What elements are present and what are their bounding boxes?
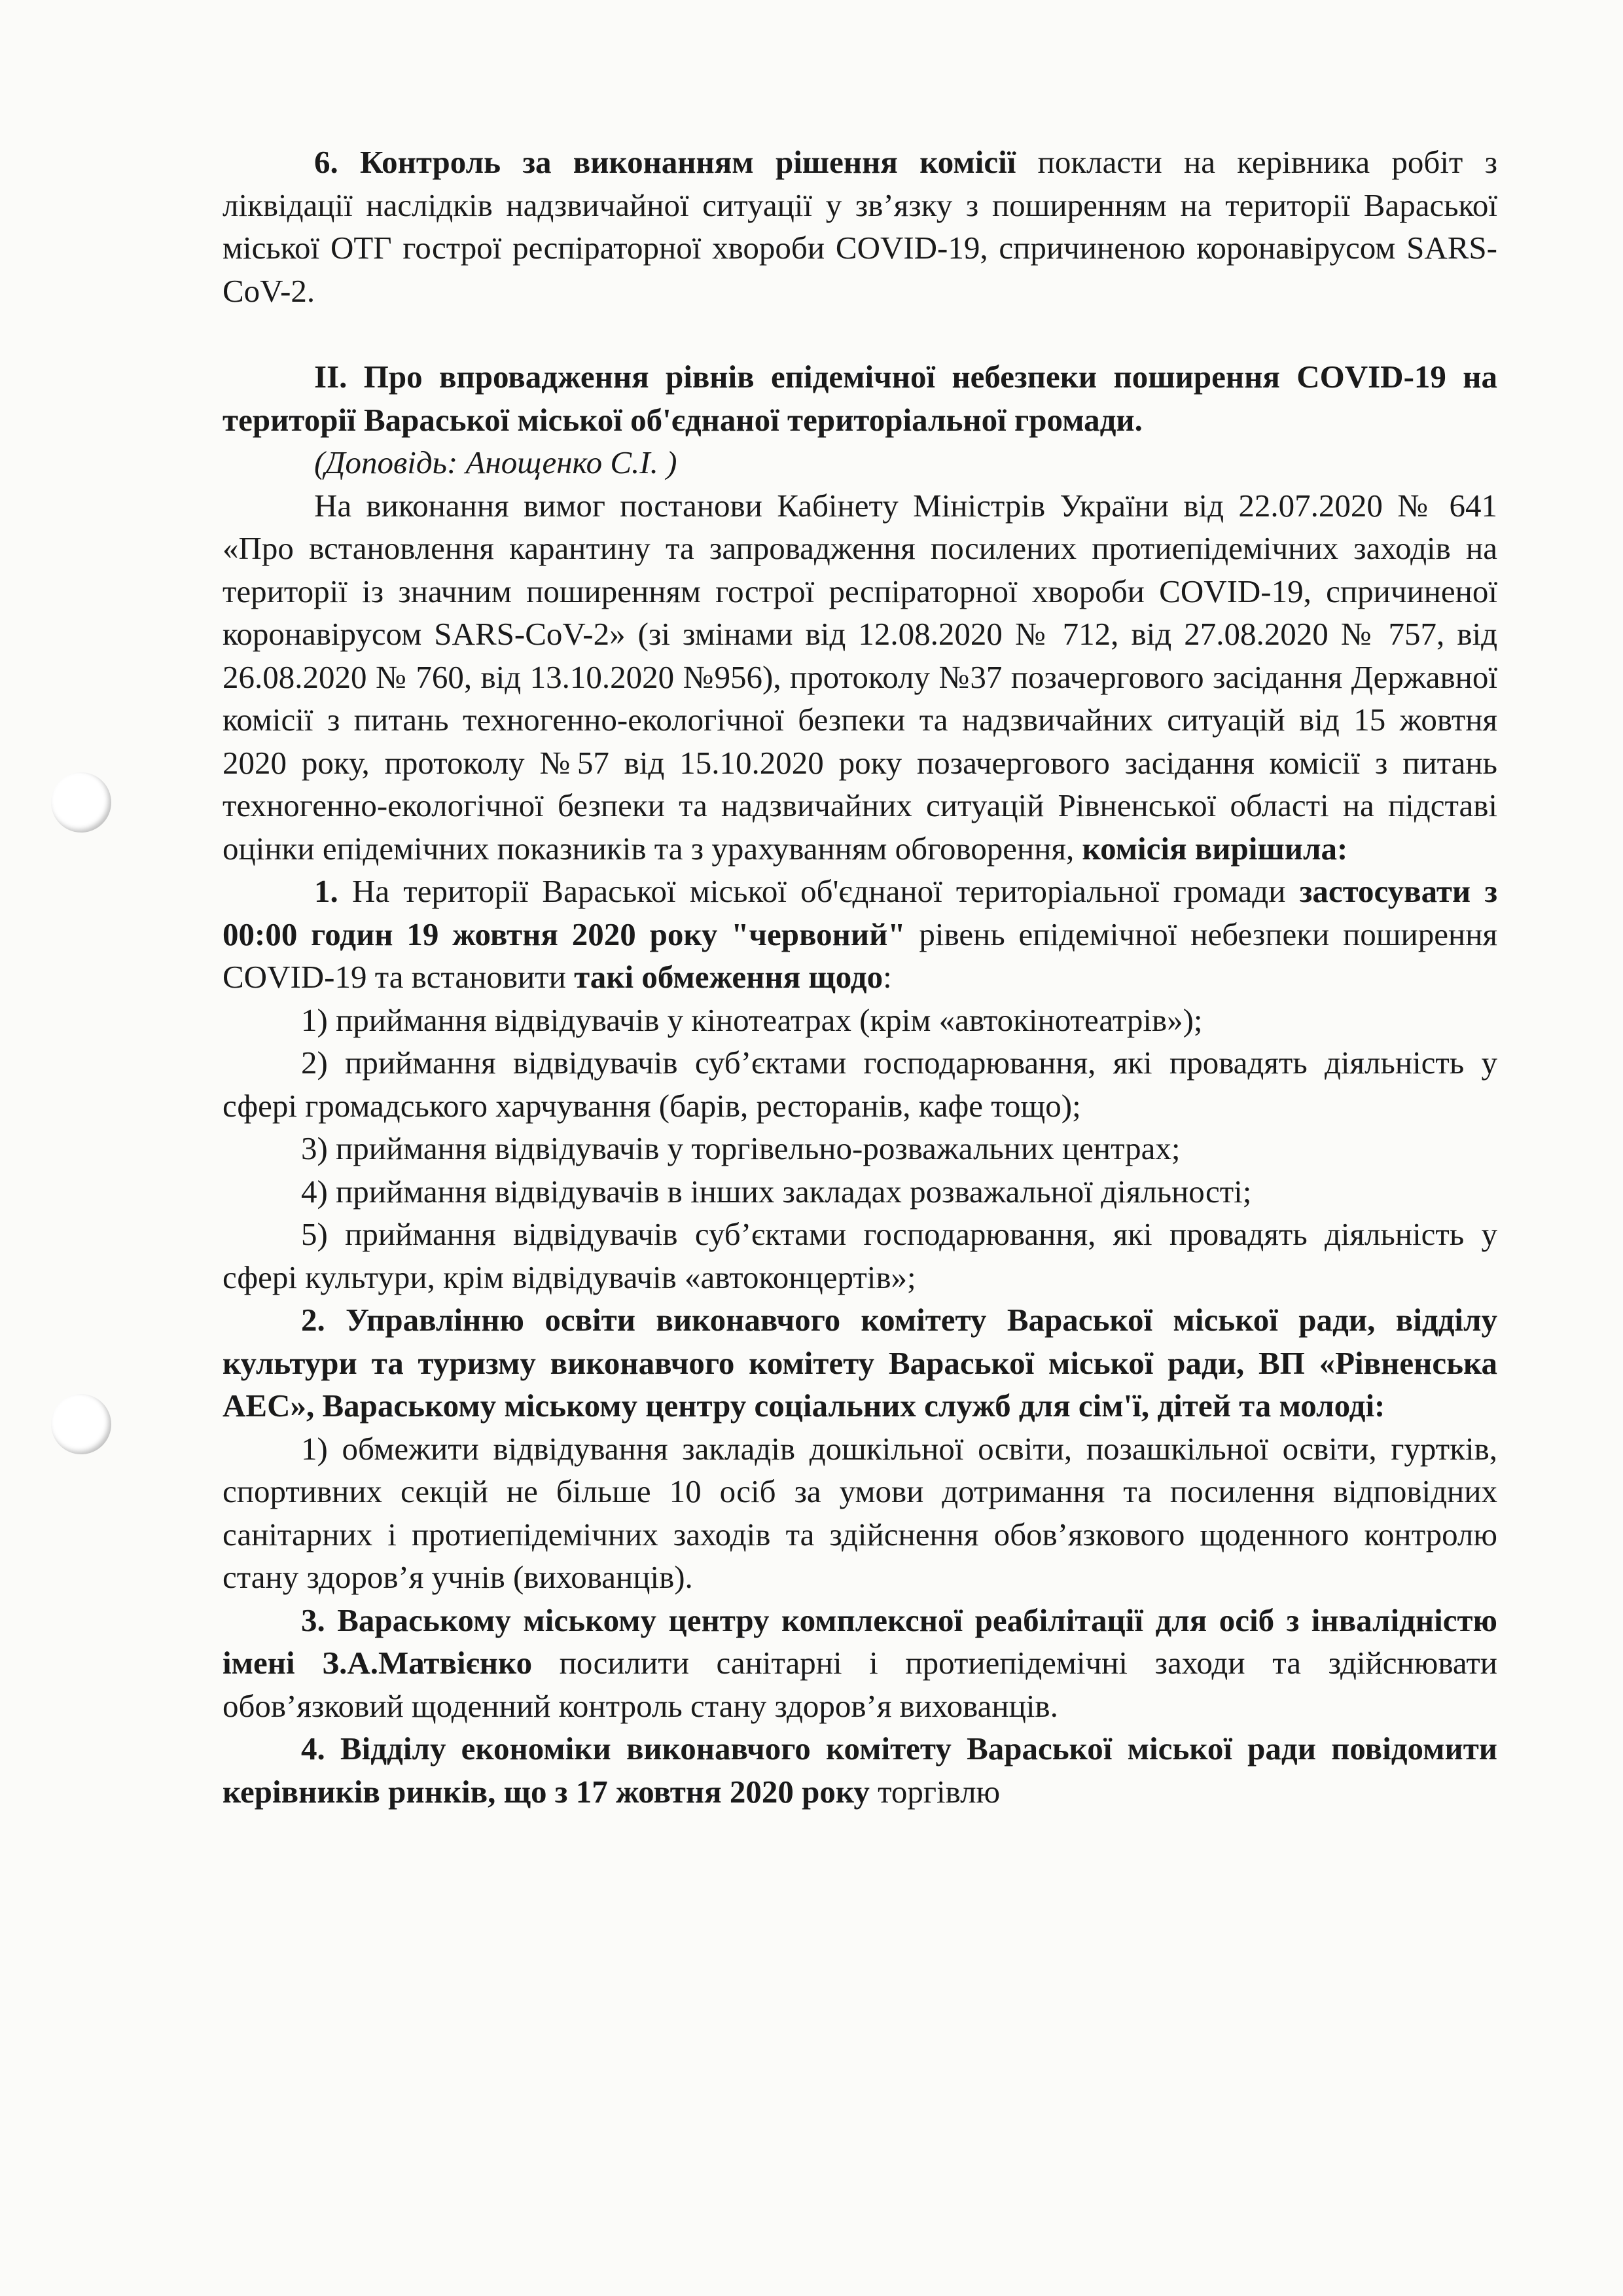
- item-1-bold-e: такі обмеження щодо: [574, 959, 883, 995]
- item-3-text: посилити санітарні і протиепідемічні заходи та здійснювати обов’язковий щоденний контроль стану здоров’я вихованців.: [223, 1645, 1497, 1724]
- section-6-paragraph: [223, 141, 1497, 312]
- item-3-bold: 3. Вараському міському центру комплексної реабілітації для осіб з інвалідністю імені З.А.Матвієнко: [223, 1602, 1497, 1681]
- item-1-colon: :: [883, 959, 892, 995]
- restriction-item: 3) приймання відвідувачів у торгівельно-розважальних центрах;: [301, 1130, 1181, 1166]
- item-1-text-d: рівень епідемічної небезпеки поширення COVID-19 та встановити: [223, 916, 1497, 995]
- section-6-text: покласти на керівника робіт з ліквідації наслідків надзвичайної ситуації у зв’язку з поширенням на території Вараської міської ОТГ гострої респіраторної хвороби COVID-19, спричиненою коронавірусом SARS-CoV-2.: [223, 144, 1497, 309]
- punch-hole: [51, 1394, 111, 1454]
- item-4-paragraph: [223, 1727, 1497, 1813]
- item-4-text: торгівлю: [869, 1773, 1001, 1810]
- item-2-heading-text: 2. Управлінню освіти виконавчого комітету Вараської міської ради, відділу культури та туризму виконавчого комітету Вараської міської ради, ВП «Рівненська АЕС», Вараському міському центру соціальних служб для сім'ї, дітей та молоді:: [223, 1302, 1497, 1424]
- intro-text: На виконання вимог постанови Кабінету Міністрів України від 22.07.2020 № 641 «Про встановлення карантину та запровадження посилених протиепідемічних заходів на території із значним поширенням гострої респіраторної хвороби COVID-19, спричиненої коронавірусом SARS-CoV-2» (зі змінами від 12.08.2020 № 712, від 27.08.2020 № 757, від 26.08.2020 № 760, від 13.10.2020 №956), протоколу №37 позачергового засідання Державної комісії з питань техногенно-екологічної безпеки та надзвичайних ситуацій від 15 жовтня 2020 року, протоколу №57 від 15.10.2020 року позачергового засідання комісії з питань техногенно-екологічної безпеки та надзвичайних ситуацій Рівненської області на підставі оцінки епідемічних показників та з урахуванням обговорення,: [223, 487, 1497, 867]
- item-2-subitem: 1) обмежити відвідування закладів дошкільної освіти, позашкільної освіти, гуртків, спортивних секцій не більше 10 осіб за умови дотримання та посилення відповідних санітарних і протиепідемічних заходів та здійснення обов’язкового щоденного контролю стану здоров’я учнів (вихованців).: [223, 1430, 1497, 1595]
- restriction-item: 4) приймання відвідувачів в інших закладах розважальної діяльності;: [301, 1173, 1252, 1210]
- section-2-heading: [223, 355, 1497, 441]
- restriction-item: 5) приймання відвідувачів суб’єктами господарювання, які провадять діяльність у сфері культури, крім відвідувачів «автоконцертів»;: [223, 1216, 1497, 1295]
- item-2-heading: [223, 1299, 1497, 1427]
- punch-hole: [51, 772, 111, 833]
- document-page: [223, 141, 1497, 1813]
- restriction-item: 1) приймання відвідувачів у кінотеатрах (крім «автокінотеатрів»);: [301, 1001, 1203, 1038]
- item-4-bold: 4. Відділу економіки виконавчого комітету Вараської міської ради повідомити керівників ринків, що з 17 жовтня 2020 року: [223, 1731, 1497, 1810]
- report-line: [223, 441, 1497, 484]
- report-text: (Доповідь: Анощенко С.І. ): [314, 444, 677, 480]
- restriction-item: 2) приймання відвідувачів суб’єктами господарювання, які провадять діяльність у сфері громадського харчування (барів, ресторанів, кафе тощо);: [223, 1045, 1497, 1124]
- item-1-number: 1.: [314, 873, 352, 909]
- intro-paragraph: [223, 484, 1497, 870]
- item-1-bold-c: застосувати з 00:00 годин 19 жовтня 2020 року "червоний": [223, 873, 1498, 952]
- item-1-paragraph: [223, 870, 1497, 999]
- decided-text: комісія вирішила:: [1082, 830, 1348, 867]
- section-6-bold: 6. Контроль за виконанням рішення комісії: [314, 144, 1016, 180]
- item-3-paragraph: [223, 1599, 1497, 1728]
- item-1-text-a: На території Вараської міської об'єднаної територіальної громади: [351, 873, 1300, 909]
- section-2-heading-text: ІІ. Про впровадження рівнів епідемічної небезпеки поширення COVID-19 на території Вараської міської об'єднаної територіальної громади.: [223, 359, 1497, 438]
